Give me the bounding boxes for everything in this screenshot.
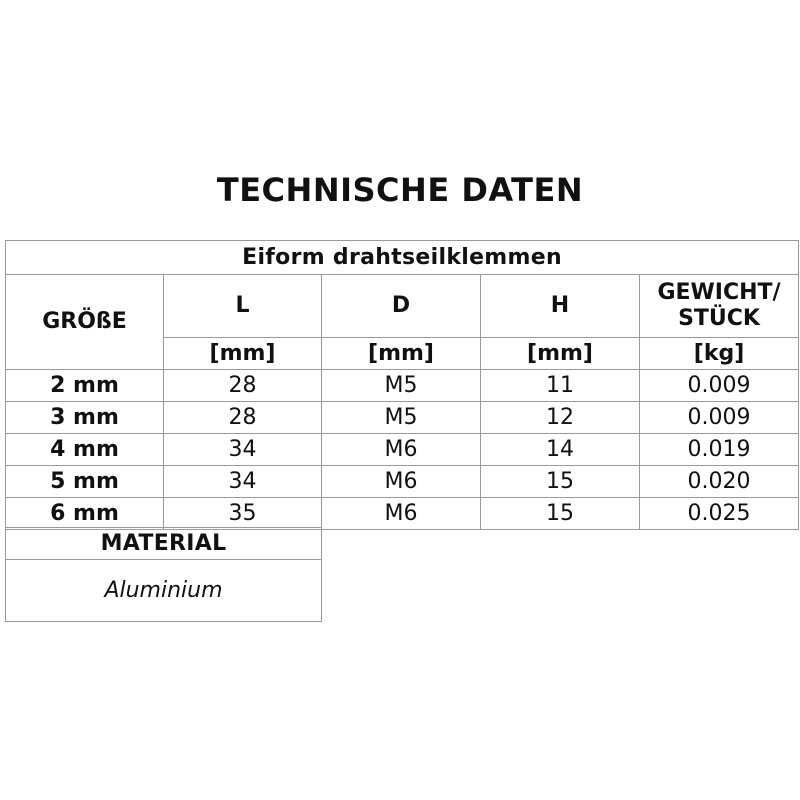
d-cell: M6 [322, 498, 481, 530]
header-d: D [322, 275, 481, 338]
weight-cell: 0.025 [640, 498, 799, 530]
unit-h: [mm] [481, 338, 640, 370]
l-cell: 28 [164, 370, 322, 402]
weight-cell: 0.009 [640, 370, 799, 402]
d-cell: M6 [322, 434, 481, 466]
table-row [6, 402, 799, 434]
table-row [6, 434, 799, 466]
d-cell: M6 [322, 466, 481, 498]
spec-table [5, 240, 799, 530]
page-title: TECHNISCHE DATEN [216, 171, 584, 209]
unit-weight: [kg] [640, 338, 799, 370]
l-cell: 35 [164, 498, 322, 530]
weight-cell: 0.019 [640, 434, 799, 466]
header-h: H [481, 275, 640, 338]
unit-l: [mm] [164, 338, 322, 370]
header-l: L [164, 275, 322, 338]
material-value: Aluminium [6, 560, 322, 622]
l-cell: 28 [164, 402, 322, 434]
size-cell: 4 mm [6, 434, 164, 466]
header-weight-line2: STÜCK [678, 306, 760, 331]
h-cell: 15 [481, 498, 640, 530]
l-cell: 34 [164, 466, 322, 498]
l-cell: 34 [164, 434, 322, 466]
table-row [6, 498, 799, 530]
size-cell: 6 mm [6, 498, 164, 530]
product-title: Eiform drahtseilklemmen [6, 241, 799, 275]
weight-cell: 0.020 [640, 466, 799, 498]
header-size: GRÖßE [6, 275, 164, 370]
material-label-row [6, 528, 322, 560]
header-row [6, 275, 799, 338]
material-table [5, 527, 322, 622]
weight-cell: 0.009 [640, 402, 799, 434]
h-cell: 11 [481, 370, 640, 402]
d-cell: M5 [322, 402, 481, 434]
table-row [6, 370, 799, 402]
product-title-row [6, 241, 799, 275]
header-weight-line1: GEWICHT/ [657, 280, 781, 305]
size-cell: 3 mm [6, 402, 164, 434]
size-cell: 5 mm [6, 466, 164, 498]
table-row [6, 466, 799, 498]
material-value-row [6, 560, 322, 622]
size-cell: 2 mm [6, 370, 164, 402]
material-label: MATERIAL [6, 528, 322, 560]
d-cell: M5 [322, 370, 481, 402]
header-weight [640, 275, 799, 338]
h-cell: 14 [481, 434, 640, 466]
h-cell: 12 [481, 402, 640, 434]
h-cell: 15 [481, 466, 640, 498]
unit-d: [mm] [322, 338, 481, 370]
